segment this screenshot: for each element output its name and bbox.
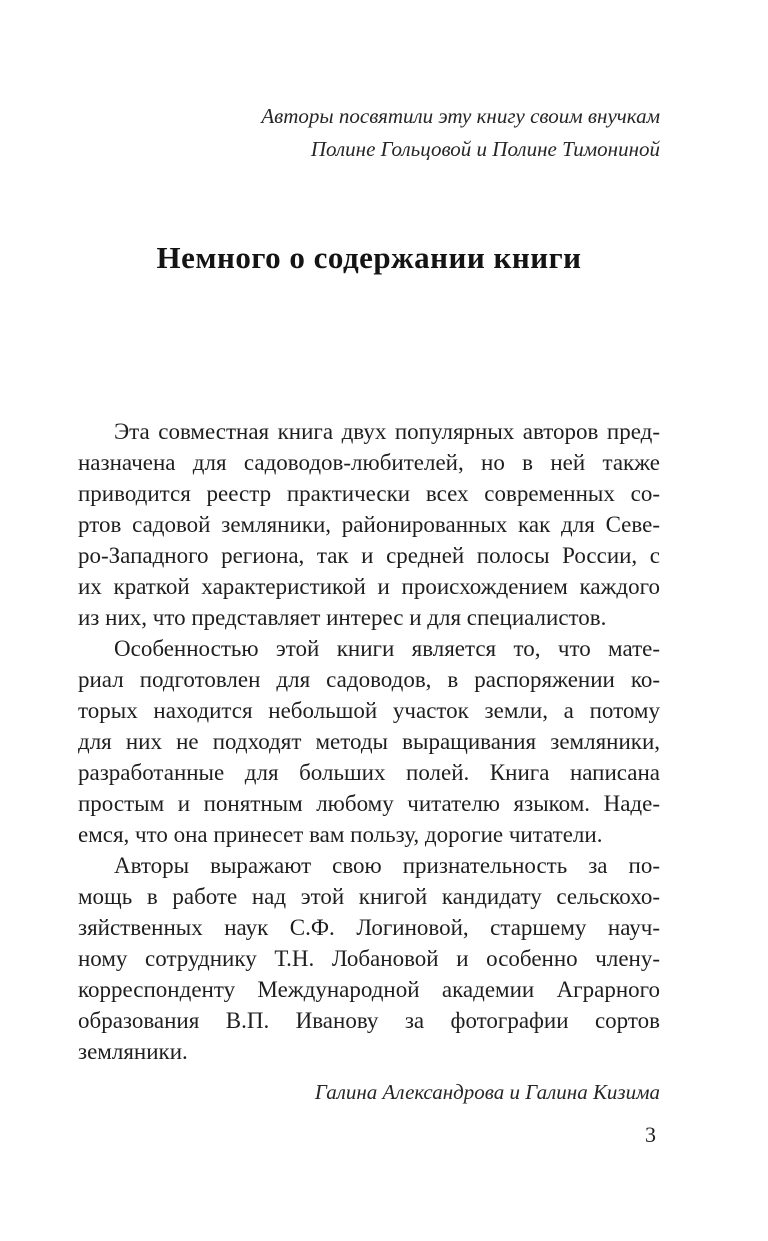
paragraph: [78, 633, 660, 850]
text-line: Авторы выражают свою признательность за по-: [114, 853, 660, 878]
page-number: 3: [645, 1122, 656, 1147]
chapter-title: Немного о содержании книги: [156, 240, 582, 275]
text-line: земляники.: [78, 1039, 188, 1064]
text-line: назначена для садоводов-любителей, но в ней также: [78, 450, 660, 475]
text-line: Особенностью этой книги является то, что мате-: [114, 636, 660, 661]
paragraph: [78, 850, 660, 1067]
text-line: образования В.П. Иванову за фотографии сортов: [78, 1008, 660, 1033]
text-line: из них, что представляет интерес и для специалистов.: [78, 605, 607, 630]
paragraph: [78, 416, 660, 633]
text-line: ному сотруднику Т.Н. Лобановой и особенно члену-: [78, 946, 660, 971]
text-line: для них не подходят методы выращивания земляники,: [78, 729, 660, 754]
text-line: торых находится небольшой участок земли, а потому: [78, 698, 660, 723]
dedication-line: Полине Гольцовой и Полине Тимониной: [310, 137, 660, 161]
text-line: мощь в работе над этой книгой кандидату сельскохо-: [78, 884, 660, 909]
dedication-line: Авторы посвятили эту книгу своим внучкам: [261, 104, 660, 128]
text-line: риал подготовлен для садоводов, в распоряжении ко-: [78, 667, 660, 692]
text-line: Эта совместная книга двух популярных авторов пред-: [114, 419, 660, 444]
text-line: их краткой характеристикой и происхождением каждого: [78, 574, 660, 599]
text-line: приводится реестр практически всех современных со-: [78, 481, 660, 506]
text-line: ртов садовой земляники, районированных как для Севе-: [78, 512, 660, 537]
text-line: ро-Западного региона, так и средней полосы России, с: [78, 543, 660, 568]
body-text: [78, 416, 660, 1067]
text-line: зяйственных наук С.Ф. Логиновой, старшему науч-: [78, 915, 660, 940]
authors-signature: Галина Александрова и Галина Кизима: [314, 1080, 660, 1104]
text-line: простым и понятным любому читателю языком. Наде-: [78, 791, 660, 816]
text-line: корреспонденту Международной академии Аграрного: [78, 977, 660, 1002]
text-line: разработанные для больших полей. Книга написана: [78, 760, 660, 785]
text-line: емся, что она принесет вам пользу, дорогие читатели.: [78, 822, 603, 847]
dedication: [78, 100, 660, 166]
